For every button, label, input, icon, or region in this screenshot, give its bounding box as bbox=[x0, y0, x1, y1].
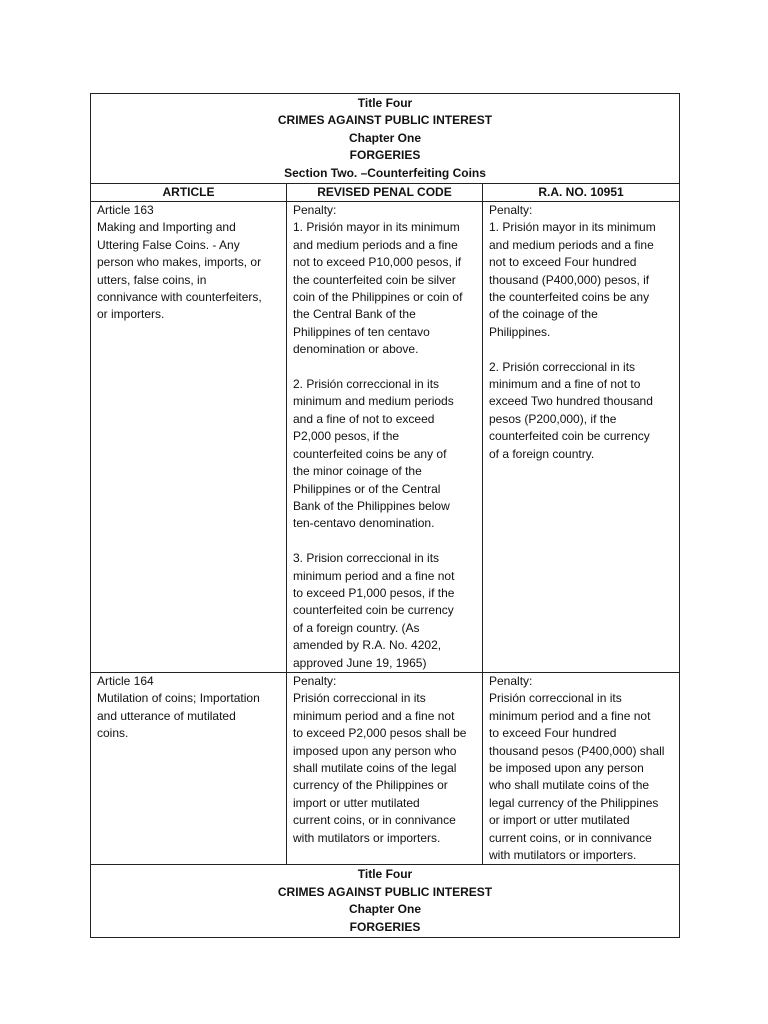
table-footer bbox=[91, 865, 680, 938]
text-line: to exceed P2,000 pesos shall be bbox=[293, 726, 467, 741]
text-line: to exceed P1,000 pesos, if the bbox=[293, 585, 455, 600]
text-line: the Central Bank of the bbox=[293, 307, 416, 322]
text-line: Philippines of ten centavo bbox=[293, 324, 430, 339]
text-line: exceed Two hundred thousand bbox=[489, 394, 653, 409]
text-line: Philippines or of the Central bbox=[293, 481, 441, 496]
paragraph-gap bbox=[293, 533, 476, 550]
text-line: and utterance of mutilated bbox=[97, 708, 236, 723]
text-line: and a fine of not to exceed bbox=[293, 411, 435, 426]
text-line: who shall mutilate coins of the bbox=[489, 778, 650, 793]
text-line: Penalty: bbox=[489, 673, 533, 688]
heading-subtitle: CRIMES AGAINST PUBLIC INTEREST bbox=[277, 113, 493, 128]
text-line: of a foreign country. (As bbox=[293, 620, 420, 635]
text-line: imposed upon any person who bbox=[293, 743, 457, 758]
column-header-rpc: REVISED PENAL CODE bbox=[287, 184, 483, 202]
text-line: amended by R.A. No. 4202, bbox=[293, 638, 442, 653]
text-line: Prisión correccional in its bbox=[293, 691, 426, 706]
text-line: Philippines. bbox=[489, 324, 551, 339]
text-line: 1. Prisión mayor in its minimum bbox=[293, 220, 460, 235]
text-line: Making and Importing and bbox=[97, 220, 236, 235]
table-heading bbox=[91, 94, 680, 184]
text-line: to exceed Four hundred bbox=[489, 726, 617, 741]
text-line: Penalty: bbox=[293, 673, 337, 688]
heading-chapter: Chapter One bbox=[349, 130, 422, 145]
column-header-row bbox=[91, 184, 680, 202]
text-line: coin of the Philippines or coin of bbox=[293, 290, 463, 305]
heading-section: Section Two. –Counterfeiting Coins bbox=[284, 165, 486, 180]
text-line: of a foreign country. bbox=[489, 446, 595, 461]
table-header-row bbox=[91, 94, 680, 184]
text-line: Uttering False Coins. - Any bbox=[97, 237, 240, 252]
text-line: counterfeited coin be currency bbox=[489, 429, 650, 444]
table-row bbox=[91, 672, 680, 864]
ra-cell bbox=[483, 202, 680, 673]
text-line: connivance with counterfeiters, bbox=[97, 290, 262, 305]
text-line: currency of the Philippines or bbox=[293, 778, 448, 793]
text-line: not to exceed P10,000 pesos, if bbox=[293, 255, 462, 270]
text-line: 1. Prisión mayor in its minimum bbox=[489, 220, 656, 235]
text-line: ten-centavo denomination. bbox=[293, 516, 435, 531]
table-row bbox=[91, 202, 680, 673]
text-line: Article 164 bbox=[97, 673, 154, 688]
text-line: 2. Prisión correccional in its bbox=[489, 359, 636, 374]
text-line: P2,000 pesos, if the bbox=[293, 429, 400, 444]
article-cell bbox=[91, 202, 287, 673]
text-line: thousand pesos (P400,000) shall bbox=[489, 743, 665, 758]
paragraph-gap bbox=[293, 359, 476, 376]
text-line: 3. Prision correccional in its bbox=[293, 551, 440, 566]
text-line: the counterfeited coins be any bbox=[489, 290, 650, 305]
rpc-cell bbox=[287, 672, 483, 864]
text-line: or import or utter mutilated bbox=[489, 813, 630, 828]
heading-chapter-title: FORGERIES bbox=[349, 148, 421, 163]
ra-cell bbox=[483, 672, 680, 864]
text-line: be imposed upon any person bbox=[489, 761, 644, 775]
table-footer-row bbox=[91, 865, 680, 938]
text-line: Mutilation of coins; Importation bbox=[97, 691, 260, 706]
text-line: of the coinage of the bbox=[489, 307, 598, 322]
text-line: Prisión correccional in its bbox=[489, 691, 622, 706]
text-line: Article 163 bbox=[97, 203, 154, 218]
column-header-article: ARTICLE bbox=[91, 184, 287, 202]
text-line: minimum period and a fine not bbox=[293, 708, 455, 723]
footer-chapter-title: FORGERIES bbox=[349, 919, 421, 934]
text-line: pesos (P200,000), if the bbox=[489, 411, 617, 426]
penalty-comparison-table bbox=[90, 93, 680, 938]
footer-chapter: Chapter One bbox=[349, 902, 422, 917]
column-header-ra: R.A. NO. 10951 bbox=[483, 184, 680, 202]
article-cell bbox=[91, 672, 287, 864]
text-line: minimum period and a fine not bbox=[489, 708, 651, 723]
text-line: minimum and medium periods bbox=[293, 394, 454, 409]
text-line: the minor coinage of the bbox=[293, 464, 422, 479]
text-line: approved June 19, 1965) bbox=[293, 655, 427, 670]
text-line: import or utter mutilated bbox=[293, 795, 420, 810]
text-line: with mutilators or importers. bbox=[489, 848, 637, 863]
text-line: current coins, or in connivance bbox=[293, 813, 456, 828]
heading-title: Title Four bbox=[357, 96, 413, 110]
text-line: coins. bbox=[97, 726, 129, 741]
text-line: current coins, or in connivance bbox=[489, 830, 652, 845]
rpc-cell bbox=[287, 202, 483, 673]
text-line: Bank of the Philippines below bbox=[293, 498, 450, 513]
text-line: denomination or above. bbox=[293, 342, 419, 357]
text-line: counterfeited coins be any of bbox=[293, 446, 447, 461]
text-line: counterfeited coin be currency bbox=[293, 603, 454, 618]
text-line: shall mutilate coins of the legal bbox=[293, 761, 457, 775]
text-line: minimum and a fine of not to bbox=[489, 377, 641, 392]
paragraph-gap bbox=[489, 341, 673, 358]
text-line: utters, false coins, in bbox=[97, 272, 207, 287]
text-line: minimum period and a fine not bbox=[293, 568, 455, 583]
footer-title: Title Four bbox=[357, 867, 413, 882]
text-line: or importers. bbox=[97, 307, 165, 322]
text-line: with mutilators or importers. bbox=[293, 830, 441, 845]
text-line: 2. Prisión correccional in its bbox=[293, 377, 440, 392]
text-line: the counterfeited coin be silver bbox=[293, 272, 456, 287]
text-line: and medium periods and a fine bbox=[489, 237, 654, 252]
text-line: person who makes, imports, or bbox=[97, 255, 262, 270]
text-line: Penalty: bbox=[293, 203, 337, 218]
text-line: legal currency of the Philippines bbox=[489, 795, 659, 810]
text-line: not to exceed Four hundred bbox=[489, 255, 637, 270]
text-line: thousand (P400,000) pesos, if bbox=[489, 272, 650, 287]
footer-subtitle: CRIMES AGAINST PUBLIC INTEREST bbox=[277, 884, 493, 899]
text-line: Penalty: bbox=[489, 203, 533, 218]
text-line: and medium periods and a fine bbox=[293, 237, 458, 252]
